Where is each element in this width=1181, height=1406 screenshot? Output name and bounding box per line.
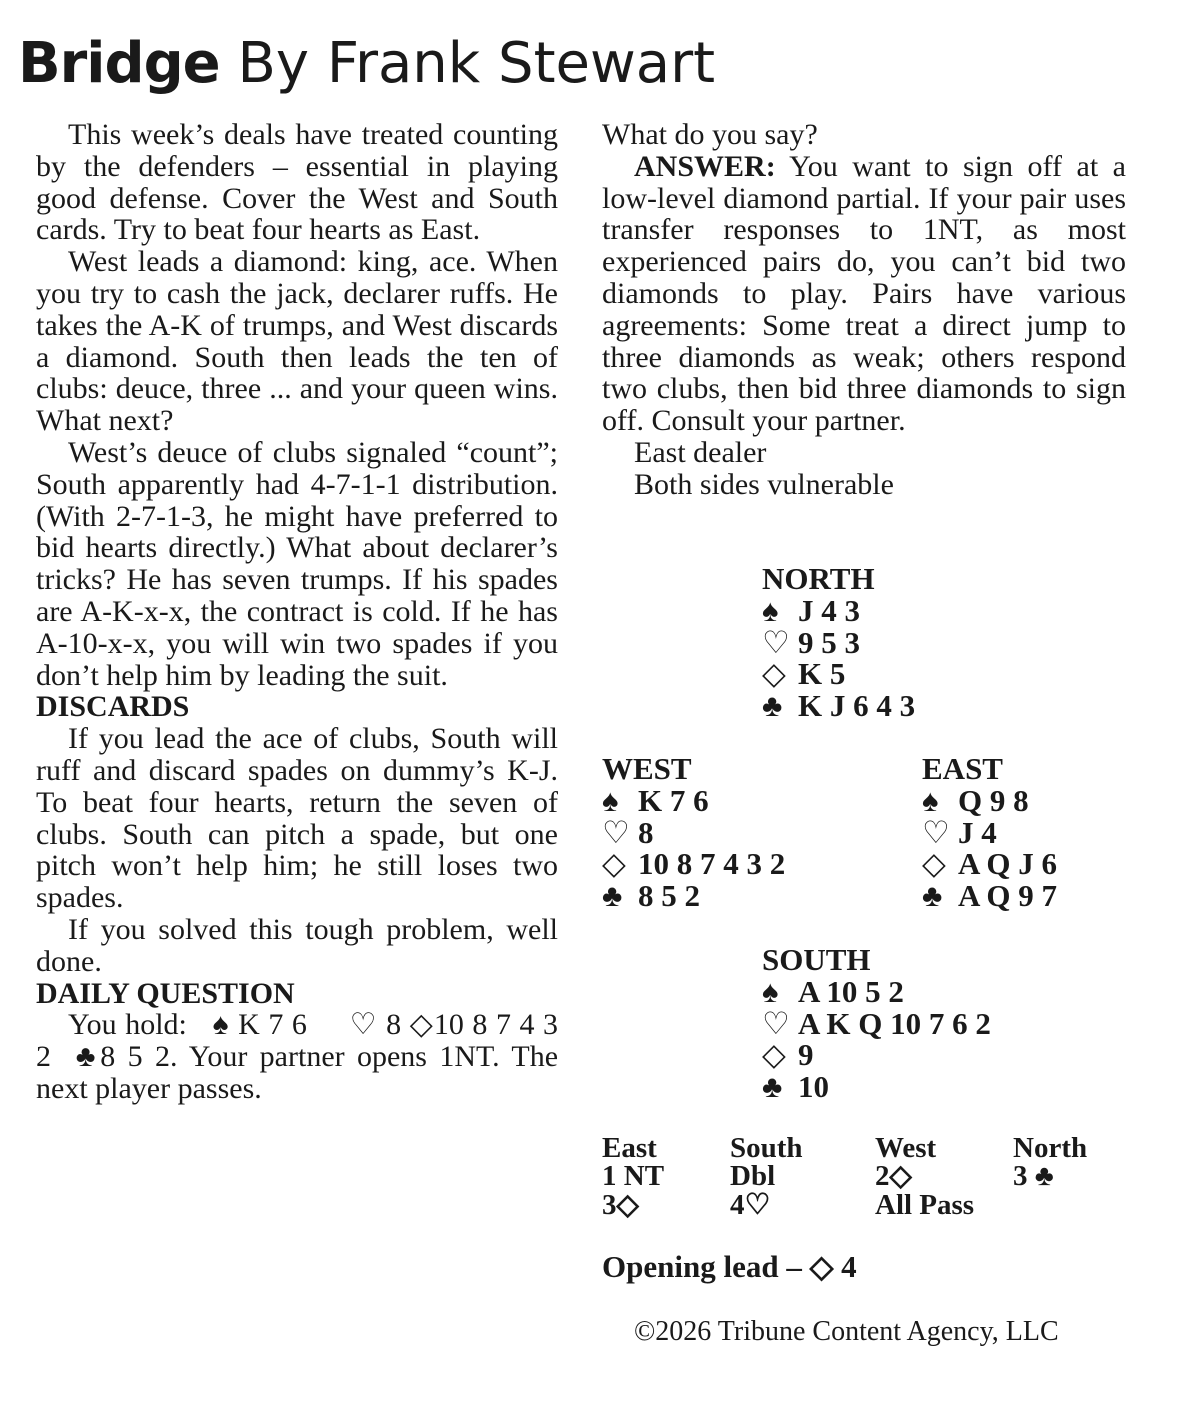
discards-heading: DISCARDS — [36, 690, 190, 724]
spade-icon: ♠ — [922, 782, 939, 818]
copyright: ©2026 Tribune Content Agency, LLC — [634, 1316, 1059, 1347]
club-icon: ♣ — [762, 688, 783, 724]
opening-lead: Opening lead – ◇ 4 — [602, 1249, 857, 1284]
bid-west-2: All Pass — [875, 1189, 975, 1221]
bid-south-1: Dbl — [730, 1160, 776, 1192]
heart-icon: ♡ — [762, 1005, 790, 1041]
bidding-header-west: West — [875, 1132, 937, 1164]
club-icon: ♣ — [922, 878, 943, 914]
daily-question-heading: DAILY QUESTION — [36, 976, 295, 1010]
diamond-icon: ◇ — [922, 846, 946, 882]
heart-icon: ♡ — [762, 624, 790, 660]
column-brand: Bridge — [18, 31, 220, 96]
heart-icon: ♡ — [349, 1008, 378, 1042]
diamond-icon: ◇ — [809, 1249, 834, 1284]
spade-icon: ♠ — [762, 973, 779, 1009]
heart-icon: ♡ — [602, 814, 630, 850]
vulnerability-info: Both sides vulnerable — [634, 467, 894, 501]
paragraph-question: You hold: ♠ K 7 6 ♡ 8 ◇10 8 7 4 3 2 ♣8 5 2. Your partner opens 1NT. The next player passes. — [36, 1008, 559, 1105]
diamond-icon: ◇ — [616, 1189, 639, 1221]
paragraph-intro: This week’s deals have treated counting by the defenders – essential in playing good defense. Cover the West and South cards. Try to beat four hearts as East. — [36, 118, 558, 247]
bid-east-1: 1 NT — [602, 1160, 665, 1192]
bidding-header-east: East — [602, 1132, 657, 1164]
paragraph-play: West leads a diamond: king, ace. When you try to cash the jack, declarer ruffs. He takes the A-K of trumps, and West discards a diamond. South then leads the ten of clubs: deuce, three ... and your queen wins. What next? — [36, 245, 558, 438]
north-hand: NORTH ♠ J 4 3 ♡ 9 5 3 ◇ K 5 ♣ K J 6 4 3 — [762, 561, 916, 724]
club-icon: ♣ — [75, 1040, 101, 1074]
hand-label: SOUTH — [762, 942, 871, 977]
spade-icon: ♠ — [762, 592, 779, 628]
diamond-icon: ◇ — [762, 656, 786, 692]
answer-label: ANSWER: — [634, 149, 776, 183]
question-end: What do you say? — [602, 118, 818, 151]
west-hand: WEST ♠ K 7 6 ♡ 8 ◇ 10 8 7 4 3 2 ♣ 8 5 2 — [602, 751, 786, 914]
hand-label: EAST — [922, 751, 1003, 786]
spade-icon: ♠ — [602, 782, 619, 818]
paragraph-solved: If you solved this tough problem, well done. — [36, 912, 558, 978]
left-column — [36, 119, 558, 1105]
paragraph-count: West’s deuce of clubs signaled “count”; South apparently had 4-7-1-1 distribution. (With 2-7-1-3, he might have preferred to bid hearts directly.) What about declarer’s tricks? He has seven trumps. If his spades are A-K-x-x, the contract is cold. If he has A-10-x-x, you will win two spades if you don’t help him by leading the suit. — [36, 435, 558, 692]
byline: By Frank Stewart — [237, 31, 716, 96]
south-hand: SOUTH ♠ A 10 5 2 ♡ A K Q 10 7 6 2 ◇ 9 ♣ 10 — [762, 942, 991, 1105]
spade-icon: ♠ — [212, 1008, 230, 1042]
right-column — [602, 119, 1126, 501]
club-icon: ♣ — [762, 1069, 783, 1105]
club-icon: ♣ — [1034, 1160, 1054, 1192]
bid-east-2: 3◇ — [602, 1189, 639, 1221]
diamond-icon: ◇ — [409, 1008, 434, 1042]
paragraph-discards: If you lead the ace of clubs, South will ruff and discard spades on dummy’s K-J. To beat four hearts, return the seven of clubs. South can pitch a spade, but one pitch won’t help him; he still loses two spades. — [36, 722, 558, 915]
east-hand: EAST ♠ Q 9 8 ♡ J 4 ◇ A Q J 6 ♣ A Q 9 7 — [922, 751, 1058, 914]
bidding-header-north: North — [1013, 1132, 1088, 1164]
hand-label: WEST — [602, 751, 692, 786]
diamond-icon: ◇ — [602, 846, 626, 882]
page-title — [18, 32, 715, 96]
club-icon: ♣ — [602, 878, 623, 914]
dealer-info: East dealer — [634, 435, 767, 469]
diamond-icon: ◇ — [889, 1160, 912, 1192]
bid-north-1: 3 ♣ — [1013, 1160, 1054, 1192]
diamond-icon: ◇ — [762, 1037, 786, 1073]
heart-icon: ♡ — [744, 1189, 771, 1221]
bidding-header-south: South — [730, 1132, 803, 1164]
paragraph-answer: ANSWER: You want to sign off at a low-level diamond partial. If your pair uses transfer responses to 1NT, as most experienced pairs do, you can’t bid two diamonds to play. Pairs have various agreements: Some treat a direct jump to three diamonds as weak; others respond two clubs, then bid three diamonds to sign off. Consult your partner. — [602, 149, 1126, 438]
bid-west-1: 2◇ — [875, 1160, 912, 1192]
heart-icon: ♡ — [922, 814, 950, 850]
hand-label: NORTH — [762, 561, 875, 596]
bid-south-2: 4♡ — [730, 1189, 771, 1221]
